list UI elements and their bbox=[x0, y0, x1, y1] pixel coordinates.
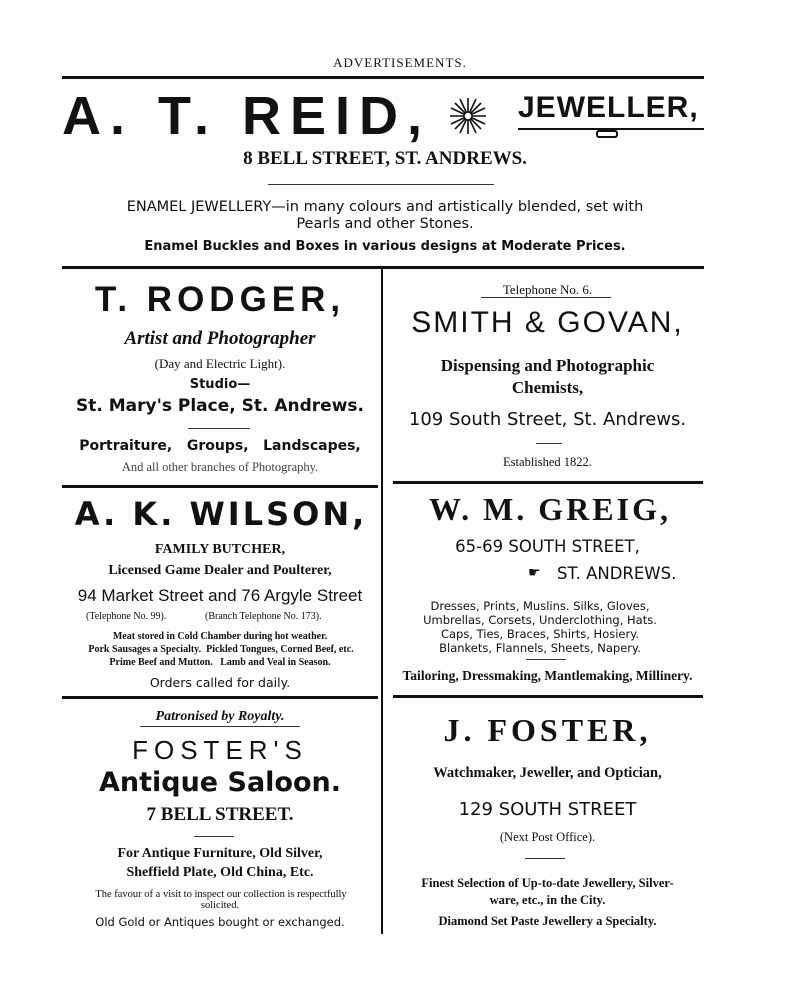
page-header: ADVERTISEMENTS. bbox=[333, 55, 467, 70]
wilson-trade: FAMILY BUTCHER, bbox=[154, 542, 286, 557]
saloon-line1: For Antique Furniture, Old Silver, bbox=[117, 846, 323, 861]
saloon-address: 7 BELL STREET. bbox=[146, 804, 294, 825]
rodger-divider bbox=[188, 428, 250, 429]
reid-name: A. T. REID, bbox=[62, 86, 432, 146]
foster-trade: Watchmaker, Jeweller, and Optician, bbox=[433, 765, 662, 781]
reid-address: 8 BELL STREET, ST. ANDREWS. bbox=[243, 148, 527, 169]
smith-telephone-rule bbox=[481, 297, 611, 298]
grid-top-rule bbox=[62, 266, 704, 269]
wilson-address: 94 Market Street and 76 Argyle Street bbox=[77, 586, 363, 605]
wilson-bottom-rule bbox=[62, 696, 378, 699]
foster-note: (Next Post Office). bbox=[499, 830, 596, 844]
greig-goods1: Dresses, Prints, Muslins. Silks, Gloves, bbox=[430, 599, 650, 613]
smith-divider bbox=[536, 443, 562, 444]
smith-address: 109 South Street, St. Andrews. bbox=[408, 409, 687, 430]
wilson-licence: Licensed Game Dealer and Poulterer, bbox=[108, 563, 332, 578]
greig-goods3: Caps, Ties, Braces, Shirts, Hosiery. bbox=[440, 627, 640, 641]
greig-street: 65-69 SOUTH STREET, bbox=[455, 537, 640, 556]
rodger-services: Portraiture, Groups, Landscapes, bbox=[79, 438, 361, 454]
saloon-line5: Old Gold or Antiques bought or exchanged. bbox=[95, 915, 345, 929]
foster-line2: ware, etc., in the City. bbox=[489, 893, 606, 907]
rodger-light: (Day and Electric Light). bbox=[154, 356, 286, 371]
smith-bottom-rule bbox=[393, 481, 703, 484]
wilson-line1: Meat stored in Cold Chamber during hot weather. bbox=[112, 631, 328, 642]
foster-divider bbox=[525, 858, 565, 859]
wilson-phone1: (Telephone No. 99). bbox=[86, 611, 167, 622]
saloon-line4: solicited. bbox=[200, 900, 240, 911]
saloon-patron: Patronised by Royalty. bbox=[155, 709, 285, 724]
greig-name: W. M. GREIG, bbox=[429, 491, 671, 527]
rodger-bottom-rule bbox=[62, 485, 378, 488]
greig-divider bbox=[526, 659, 566, 660]
reid-line1: ENAMEL JEWELLERY—in many colours and artistically blended, set with bbox=[126, 199, 644, 215]
reid-line3: Enamel Buckles and Boxes in various designs at Moderate Prices. bbox=[144, 239, 626, 254]
header-rule bbox=[62, 76, 704, 79]
foster-line3: Diamond Set Paste Jewellery a Specialty. bbox=[438, 914, 657, 928]
rodger-studio: Studio— bbox=[189, 377, 251, 392]
reid-trade-ornament-icon bbox=[596, 130, 618, 138]
reid-trade: JEWELLER, bbox=[518, 91, 699, 124]
greig-goods4: Blankets, Flannels, Sheets, Napery. bbox=[439, 641, 641, 655]
smith-trade2: Chemists, bbox=[511, 378, 584, 397]
rodger-address: St. Mary's Place, St. Andrews. bbox=[76, 396, 364, 416]
greig-bottom-rule bbox=[393, 695, 703, 698]
saloon-line3: The favour of a visit to inspect our collection is respectfully bbox=[95, 889, 347, 900]
wilson-orders: Orders called for daily. bbox=[149, 675, 291, 690]
rodger-name: T. RODGER, bbox=[94, 280, 346, 319]
wilson-line2: Pork Sausages a Specialty. Pickled Tongues, Corned Beef, etc. bbox=[88, 644, 354, 655]
smith-established: Established 1822. bbox=[503, 455, 592, 469]
rodger-branches: And all other branches of Photography. bbox=[121, 460, 319, 474]
greig-services: Tailoring, Dressmaking, Mantlemaking, Millinery. bbox=[402, 668, 693, 683]
greig-town: ST. ANDREWS. bbox=[557, 564, 677, 583]
foster-address: 129 SOUTH STREET bbox=[458, 799, 637, 820]
saloon-patron-rule bbox=[140, 726, 300, 727]
smith-name: SMITH & GOVAN, bbox=[411, 306, 684, 339]
greig-goods2: Umbrellas, Corsets, Underclothing, Hats. bbox=[423, 613, 657, 627]
wilson-line3: Prime Beef and Mutton. Lamb and Veal in Season. bbox=[109, 657, 331, 668]
rodger-subtitle: Artist and Photographer bbox=[124, 328, 316, 349]
wilson-name: A. K. WILSON, bbox=[74, 495, 368, 533]
foster-line1: Finest Selection of Up-to-date Jewellery, Silver- bbox=[421, 876, 674, 890]
saloon-name1: FOSTER'S bbox=[132, 735, 308, 765]
pointing-hand-icon: ☛ bbox=[528, 565, 541, 581]
reid-line2: Pearls and other Stones. bbox=[296, 216, 474, 232]
foster-name: J. FOSTER, bbox=[443, 712, 652, 748]
smith-trade1: Dispensing and Photographic bbox=[440, 356, 655, 375]
smith-telephone: Telephone No. 6. bbox=[502, 282, 593, 297]
saloon-divider bbox=[194, 836, 234, 837]
reid-divider bbox=[268, 184, 494, 185]
star-ornament-icon bbox=[448, 96, 488, 136]
wilson-phone2: (Branch Telephone No. 173). bbox=[205, 611, 322, 622]
saloon-line2: Sheffield Plate, Old China, Etc. bbox=[126, 865, 314, 880]
saloon-name2: Antique Saloon. bbox=[98, 767, 342, 798]
